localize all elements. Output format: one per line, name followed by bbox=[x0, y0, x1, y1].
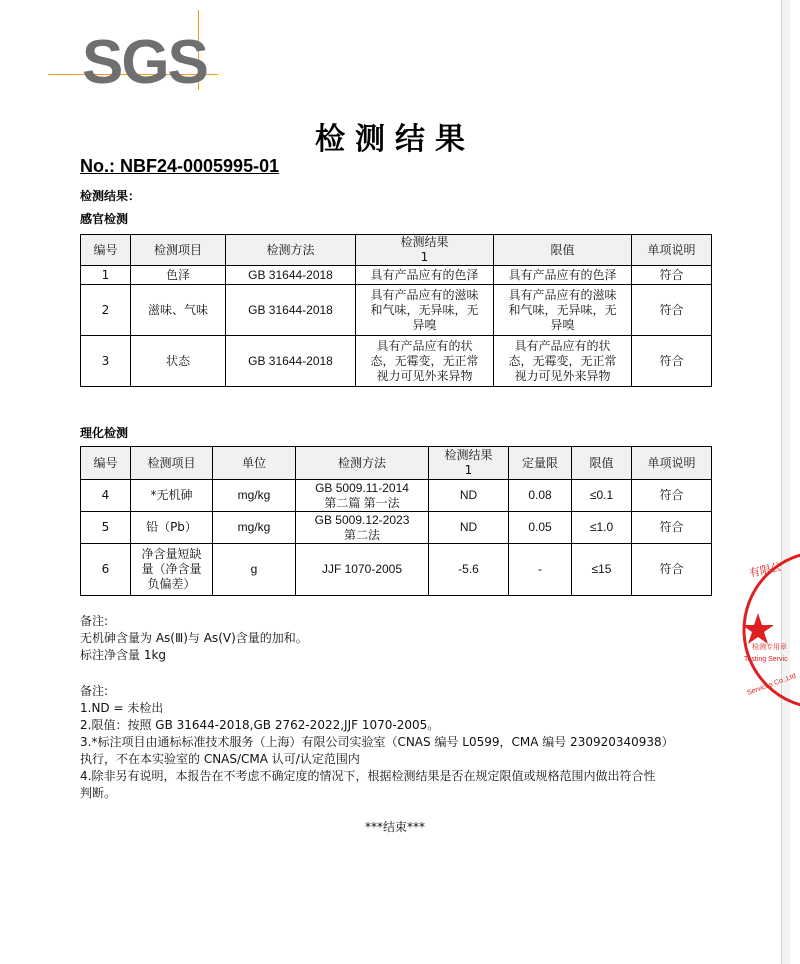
cell-limit: ≤0.1 bbox=[572, 480, 632, 512]
header-result: 检测结果 1 bbox=[356, 235, 494, 266]
cell-result: -5.6 bbox=[429, 544, 509, 596]
sensory-table bbox=[80, 234, 712, 387]
cell-item: 滋味、气味 bbox=[131, 285, 226, 336]
cell-loq: - bbox=[509, 544, 572, 596]
cell-conclusion: 符合 bbox=[632, 480, 712, 512]
cell-item: 色泽 bbox=[131, 266, 226, 285]
cell-unit: mg/kg bbox=[213, 512, 296, 544]
cell-limit: ≤15 bbox=[572, 544, 632, 596]
physchem-header-row bbox=[81, 447, 712, 480]
cell-item: 状态 bbox=[131, 336, 226, 387]
remark-line: 2.限值：按照 GB 31644-2018,GB 2762-2022,JJF 1070-2005。 bbox=[80, 718, 440, 732]
header-conclusion: 单项说明 bbox=[632, 447, 712, 480]
cell-result: ND bbox=[429, 480, 509, 512]
cell-unit: mg/kg bbox=[213, 480, 296, 512]
header-limit: 限值 bbox=[494, 235, 632, 266]
remark-line: 1.ND = 未检出 bbox=[80, 701, 164, 715]
remark-line: 4.除非另有说明，本报告在不考虑不确定度的情况下，根据检测结果是否在规定限值或规格范围内做出符合性 bbox=[80, 769, 656, 783]
cell-limit: ≤1.0 bbox=[572, 512, 632, 544]
remarks-block-1 bbox=[80, 613, 308, 664]
header-conclusion: 单项说明 bbox=[632, 235, 712, 266]
cell-conclusion: 符合 bbox=[632, 266, 712, 285]
header-method: 检测方法 bbox=[296, 447, 429, 480]
header-result: 检测结果 1 bbox=[429, 447, 509, 480]
page-title: 检测结果 bbox=[315, 122, 475, 157]
cell-method: GB 31644-2018 bbox=[226, 336, 356, 387]
svg-text:Services Co.,Ltd: Services Co.,Ltd bbox=[746, 672, 797, 697]
remark-line: 备注: bbox=[80, 684, 109, 698]
cell-no: 4 bbox=[81, 480, 131, 512]
header-unit: 单位 bbox=[213, 447, 296, 480]
company-seal-stamp bbox=[740, 545, 800, 715]
cell-no: 6 bbox=[81, 544, 131, 596]
cell-method: GB 5009.11-2014 第二篇 第一法 bbox=[296, 480, 429, 512]
cell-unit: g bbox=[213, 544, 296, 596]
header-no: 编号 bbox=[81, 447, 131, 480]
header-item: 检测项目 bbox=[131, 447, 213, 480]
remark-line: 3.*标注项目由通标标准技术服务（上海）有限公司实验室（CNAS 编号 L0599，CMA 编号 230920340938） bbox=[80, 735, 674, 749]
table-row bbox=[81, 285, 712, 336]
sensory-header-row bbox=[81, 235, 712, 266]
report-number: No.: NBF24-0005995-01 bbox=[80, 156, 280, 176]
cell-loq: 0.08 bbox=[509, 480, 572, 512]
cell-conclusion: 符合 bbox=[632, 544, 712, 596]
cell-method: GB 31644-2018 bbox=[226, 266, 356, 285]
svg-text:Testing Servic: Testing Servic bbox=[744, 656, 788, 663]
cell-limit: 具有产品应有的滋味 和气味，无异味，无 异嗅 bbox=[494, 285, 632, 336]
remark-line: 备注: bbox=[80, 614, 109, 628]
physchem-table bbox=[80, 446, 712, 596]
cell-no: 1 bbox=[81, 266, 131, 285]
cell-method: GB 5009.12-2023 第二法 bbox=[296, 512, 429, 544]
header-method: 检测方法 bbox=[226, 235, 356, 266]
sensory-heading: 感官检测 bbox=[80, 212, 129, 226]
remark-line: 标注净含量 1kg bbox=[80, 648, 167, 662]
cell-conclusion: 符合 bbox=[632, 336, 712, 387]
remark-line: 无机砷含量为 As(Ⅲ)与 As(Ⅴ)含量的加和。 bbox=[80, 631, 308, 645]
table-row bbox=[81, 512, 712, 544]
cell-item: 净含量短缺 量（净含量 负偏差） bbox=[131, 544, 213, 596]
table-row bbox=[81, 266, 712, 285]
cell-limit: 具有产品应有的色泽 bbox=[494, 266, 632, 285]
sgs-logo bbox=[48, 10, 218, 97]
cell-method: GB 31644-2018 bbox=[226, 285, 356, 336]
cell-loq: 0.05 bbox=[509, 512, 572, 544]
remark-line: 执行，不在本实验室的 CNAS/CMA 认可/认定范围内 bbox=[80, 752, 360, 766]
header-limit: 限值 bbox=[572, 447, 632, 480]
header-loq: 定量限 bbox=[509, 447, 572, 480]
cell-no: 5 bbox=[81, 512, 131, 544]
remarks-block-2 bbox=[80, 683, 674, 802]
cell-no: 2 bbox=[81, 285, 131, 336]
cell-no: 3 bbox=[81, 336, 131, 387]
physchem-heading: 理化检测 bbox=[80, 426, 129, 440]
cell-conclusion: 符合 bbox=[632, 512, 712, 544]
svg-text:有限公: 有限公 bbox=[747, 560, 783, 580]
cell-result: ND bbox=[429, 512, 509, 544]
remark-line: 判断。 bbox=[80, 786, 117, 800]
cell-limit: 具有产品应有的状 态，无霉变，无正常 视力可见外来异物 bbox=[494, 336, 632, 387]
cell-item: 铅（Pb） bbox=[131, 512, 213, 544]
result-label: 检测结果： bbox=[80, 189, 141, 203]
svg-text:检测专用章: 检测专用章 bbox=[752, 643, 787, 651]
cell-item: *无机砷 bbox=[131, 480, 213, 512]
cell-result: 具有产品应有的状 态，无霉变，无正常 视力可见外来异物 bbox=[356, 336, 494, 387]
header-item: 检测项目 bbox=[131, 235, 226, 266]
cell-result: 具有产品应有的滋味 和气味，无异味，无 异嗅 bbox=[356, 285, 494, 336]
table-row bbox=[81, 480, 712, 512]
end-marker: ***结束*** bbox=[364, 820, 425, 834]
table-row bbox=[81, 544, 712, 596]
table-row bbox=[81, 336, 712, 387]
cell-result: 具有产品应有的色泽 bbox=[356, 266, 494, 285]
cell-conclusion: 符合 bbox=[632, 285, 712, 336]
header-no: 编号 bbox=[81, 235, 131, 266]
logo-text: SGS bbox=[82, 28, 207, 97]
cell-method: JJF 1070-2005 bbox=[296, 544, 429, 596]
